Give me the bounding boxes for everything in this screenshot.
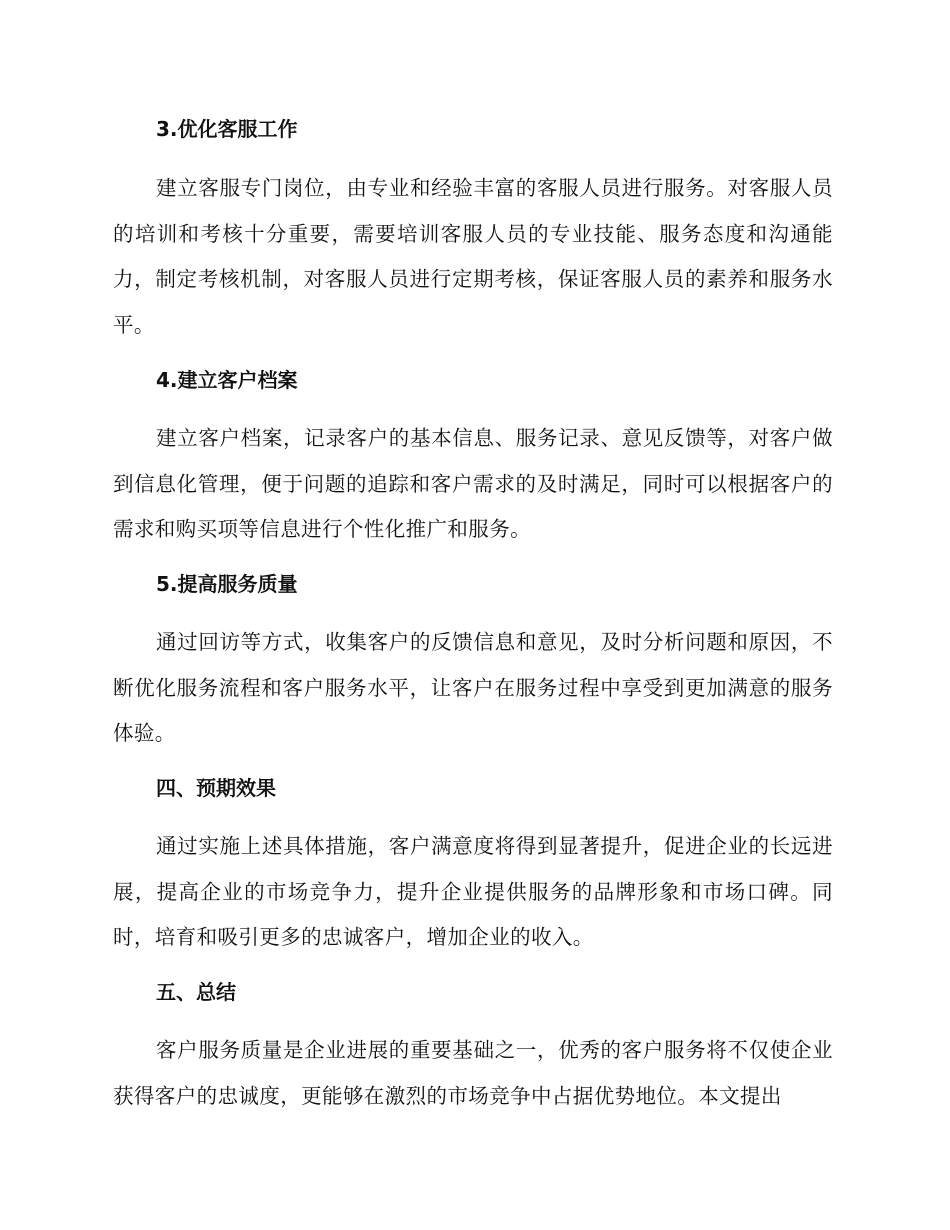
section-improve-quality [113, 570, 833, 598]
section-heading: 4.建立客户档案 [156, 368, 298, 392]
section-summary [113, 978, 833, 1006]
paragraph: 通过回访等方式，收集客户的反馈信息和意见，及时分析问题和原因，不断优化服务流程和客户服务水平，让客户在服务过程中享受到更加满意的服务体验。 [113, 630, 833, 745]
paragraph: 客户服务质量是企业进展的重要基础之一，优秀的客户服务将不仅使企业获得客户的忠诚度，更能够在激烈的市场竞争中占据优势地位。本文提出 [113, 1038, 833, 1108]
section-heading: 5.提高服务质量 [156, 572, 298, 596]
section-heading: 四、预期效果 [156, 776, 276, 800]
section-optimize-service-body [113, 166, 833, 348]
section-expected-results [113, 774, 833, 802]
section-summary-body [113, 1028, 833, 1119]
section-customer-records [113, 366, 833, 394]
section-heading: 3.优化客服工作 [156, 117, 298, 141]
paragraph: 建立客户档案，记录客户的基本信息、服务记录、意见反馈等，对客户做到信息化管理，便于问题的追踪和客户需求的及时满足，同时可以根据客户的需求和购买项等信息进行个性化推广和服务。 [113, 426, 833, 541]
section-customer-records-body [113, 416, 833, 553]
section-optimize-service [113, 115, 833, 143]
section-expected-results-body [113, 824, 833, 961]
paragraph: 建立客服专门岗位，由专业和经验丰富的客服人员进行服务。对客服人员的培训和考核十分重要，需要培训客服人员的专业技能、服务态度和沟通能力，制定考核机制，对客服人员进行定期考核，保证客服人员的素养和服务水平。 [113, 176, 833, 337]
section-heading: 五、总结 [156, 980, 236, 1004]
paragraph: 通过实施上述具体措施，客户满意度将得到显著提升，促进企业的长远进展，提高企业的市场竞争力，提升企业提供服务的品牌形象和市场口碑。同时，培育和吸引更多的忠诚客户，增加企业的收入。 [113, 834, 833, 949]
section-improve-quality-body [113, 620, 833, 757]
